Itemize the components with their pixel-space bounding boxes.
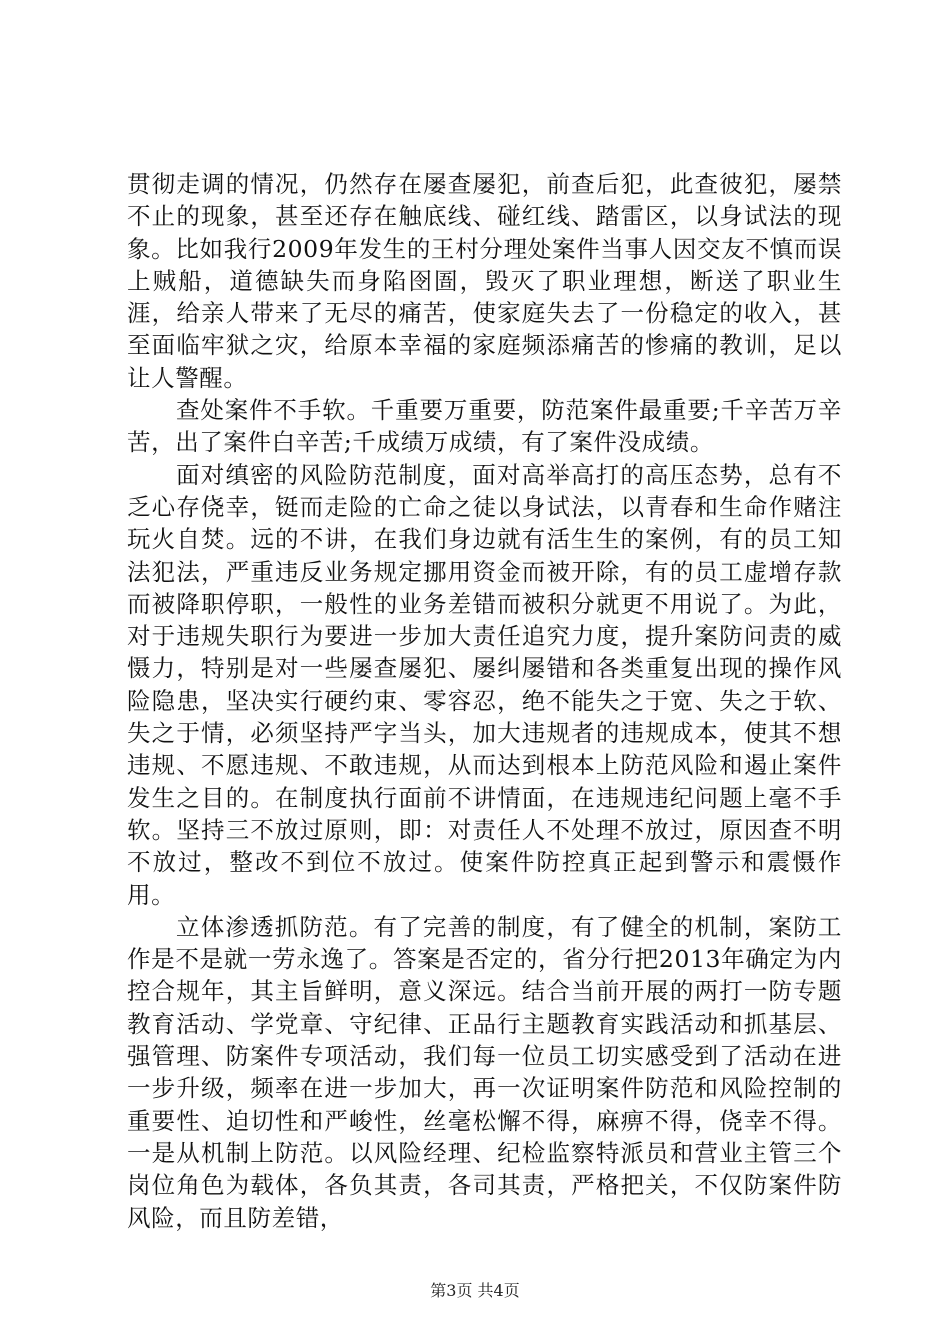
document-body: [127, 168, 842, 1234]
paragraph-1: 贯彻走调的情况，仍然存在屡查屡犯，前查后犯，此查彼犯，屡禁不止的现象，甚至还存在触底线、碰红线、踏雷区，以身试法的现象。比如我行2009年发生的王村分理处案件当事人因交友不慎而误上贼船，道德缺失而身陷囹圄，毁灭了职业理想，断送了职业生涯，给亲人带来了无尽的痛苦，使家庭失去了一份稳定的收入，甚至面临牢狱之灾，给原本幸福的家庭频添痛苦的惨痛的教训，足以让人警醒。: [127, 170, 842, 392]
paragraph-4: 立体渗透抓防范。有了完善的制度，有了健全的机制，案防工作是不是就一劳永逸了。答案是否定的，省分行把2013年确定为内控合规年，其主旨鲜明，意义深远。结合当前开展的两打一防专题教育活动、学党章、守纪律、正品行主题教育实践活动和抓基层、强管理、防案件专项活动，我们每一位员工切实感受到了活动在进一步升级，频率在进一步加大，再一次证明案件防范和风险控制的重要性、迫切性和严峻性，丝毫松懈不得，麻痹不得，侥幸不得。一是从机制上防范。以风险经理、纪检监察特派员和营业主管三个岗位角色为载体，各负其责，各司其责，严格把关，不仅防案件防风险，而且防差错，: [127, 912, 842, 1232]
paragraph-3: 面对缜密的风险防范制度，面对高举高打的高压态势，总有不乏心存侥幸，铤而走险的亡命之徒以身试法，以青春和生命作赌注玩火自焚。远的不讲，在我们身边就有活生生的案例，有的员工知法犯法，严重违反业务规定挪用资金而被开除，有的员工虚增存款而被降职停职，一般性的业务差错而被积分就更不用说了。为此，对于违规失职行为要进一步加大责任追究力度，提升案防问责的威慑力，特别是对一些屡查屡犯、屡纠屡错和各类重复出现的操作风险隐患，坚决实行硬约束、零容忍，绝不能失之于宽、失之于软、失之于情，必须坚持严字当头，加大违规者的违规成本，使其不想违规、不愿违规、不敢违规，从而达到根本上防范风险和遏止案件发生之目的。在制度执行面前不讲情面，在违规违纪问题上毫不手软。坚持三不放过原则，即：对责任人不处理不放过，原因查不明不放过，整改不到位不放过。使案件防控真正起到警示和震慑作用。: [127, 460, 842, 909]
paragraph-2: 查处案件不手软。千重要万重要，防范案件最重要;千辛苦万辛苦，出了案件白辛苦;千成绩万成绩，有了案件没成绩。: [127, 396, 842, 457]
page-number-footer: 第3页 共4页: [430, 1281, 520, 1300]
